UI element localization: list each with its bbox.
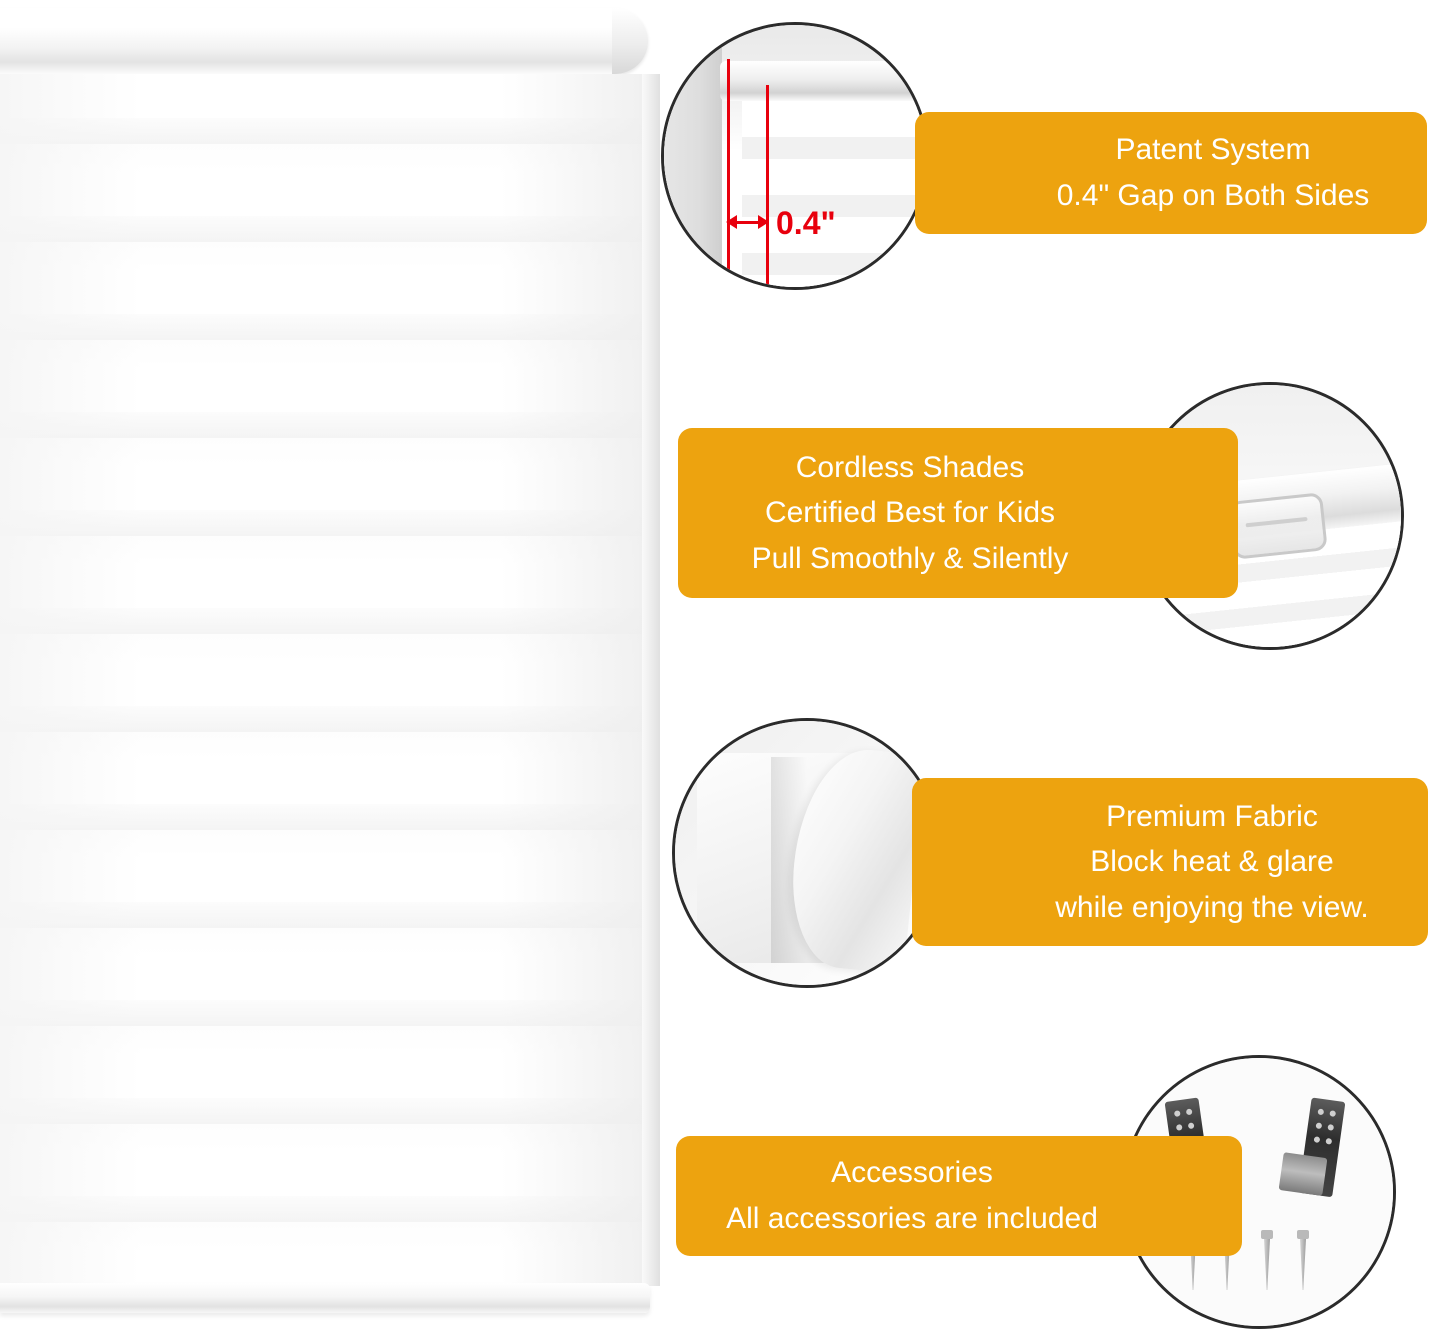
- callout-cordless-shades: [678, 428, 1238, 598]
- fabric-closeup: [742, 101, 929, 290]
- callout-line: All accessories are included: [726, 1202, 1098, 1235]
- callout-line: Patent System: [1115, 133, 1311, 167]
- callout-accessories: [676, 1136, 1242, 1256]
- callout-line: Cordless Shades: [795, 450, 1025, 484]
- zebra-fabric: [0, 74, 642, 1286]
- gap-measurement-label: 0.4": [776, 205, 836, 241]
- fabric-layer-closeup-icon: [672, 718, 942, 988]
- callout-line: Certified Best for Kids: [764, 496, 1056, 530]
- callout-line: Premium Fabric: [1106, 799, 1318, 833]
- gap-guide-line-left: [727, 59, 730, 279]
- cordless-pull-clip: [1228, 492, 1328, 560]
- fabric-right-edge: [638, 74, 660, 1286]
- callout-premium-fabric: [912, 778, 1428, 946]
- product-image: [0, 0, 660, 1331]
- roller-tube: [0, 8, 648, 74]
- callout-line: 0.4" Gap on Both Sides: [1056, 179, 1370, 212]
- screw: [1261, 1230, 1273, 1290]
- callout-line: Accessories: [831, 1156, 993, 1190]
- headrail-closeup: [720, 61, 929, 101]
- callout-line: Pull Smoothly & Silently: [751, 541, 1069, 575]
- screw: [1297, 1230, 1309, 1290]
- wall-surface: [664, 25, 722, 287]
- headrail-gap-closeup-icon: [661, 22, 929, 290]
- gap-dimension-arrow: [722, 211, 774, 233]
- mounting-bracket: [1279, 1095, 1346, 1198]
- callout-line: while enjoying the view.: [1055, 890, 1369, 924]
- callout-patent-system: [915, 112, 1427, 234]
- callout-line: Block heat & glare: [1090, 845, 1334, 879]
- bottom-rail: [0, 1283, 650, 1313]
- gap-guide-line-right: [766, 85, 769, 285]
